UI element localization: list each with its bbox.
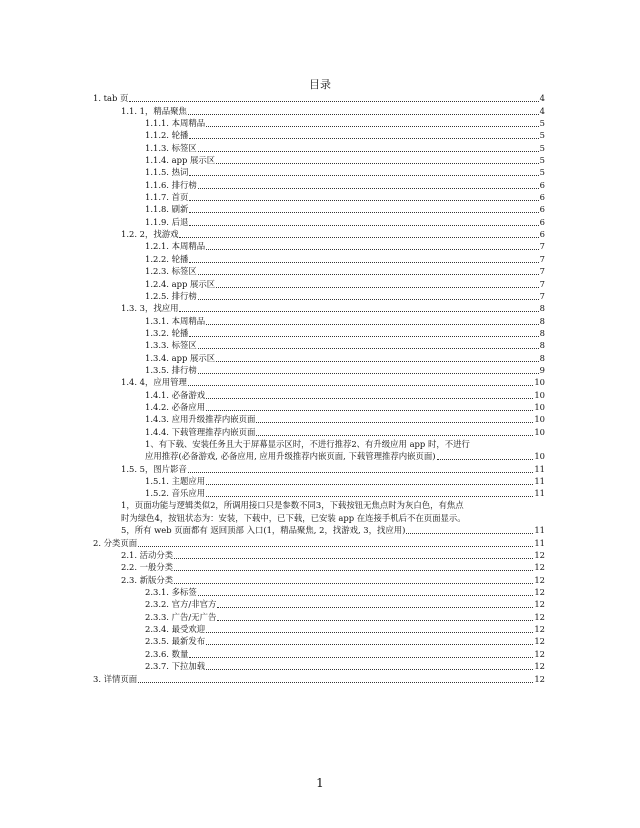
toc-entry-label: 1.4.3. 应用升级推荐内嵌页面 (145, 414, 256, 425)
toc-entry[interactable] (93, 487, 545, 499)
toc-entry-label: 1.3.2. 轮播 (145, 327, 189, 338)
dot-leader (174, 558, 533, 559)
toc-page-number: 11 (534, 488, 545, 499)
toc-page-number: 9 (539, 364, 545, 375)
dot-leader (198, 348, 539, 349)
toc-entry[interactable] (93, 178, 545, 190)
toc-entry[interactable] (93, 364, 545, 376)
toc-entry[interactable] (93, 141, 545, 153)
toc-page-number: 7 (539, 290, 545, 301)
toc-entry-label: 1.1.7. 首页 (145, 192, 189, 203)
toc-entry-label: 1.2.2. 轮播 (145, 253, 189, 264)
dot-leader (206, 632, 533, 633)
toc-entry[interactable] (93, 672, 545, 684)
dot-leader (198, 595, 534, 596)
toc-entry[interactable] (93, 117, 545, 129)
toc-page-number: 10 (534, 377, 545, 388)
dot-leader (206, 484, 533, 485)
toc-entry[interactable] (93, 129, 545, 141)
toc-page-number: 10 (534, 414, 545, 425)
toc-page-number: 8 (539, 303, 545, 314)
toc-entry[interactable] (93, 228, 545, 240)
toc-entry-label: 1.4.2. 必备应用 (145, 401, 206, 412)
dot-leader (189, 225, 538, 226)
dot-leader (138, 546, 533, 547)
toc-page-number: 10 (534, 389, 545, 400)
toc-entry-label: 2.2. 一般分类 (121, 562, 174, 573)
toc-entry-label: 1. tab 页 (93, 93, 129, 104)
dot-leader (406, 533, 533, 534)
toc-entry-label: 2.3.4. 最受欢迎 (145, 624, 206, 635)
toc-page-number: 10 (534, 450, 545, 461)
toc-entry-label: 1.3. 3，找应用 (121, 303, 179, 314)
toc-entry-label: 1.1.1. 本周精品 (145, 118, 206, 129)
toc-entry[interactable] (93, 549, 545, 561)
toc-page-number: 11 (534, 463, 545, 474)
toc-page-number: 7 (539, 241, 545, 252)
toc-entry[interactable] (93, 462, 545, 474)
toc-entry-line: 应用推荐(必备游戏, 必备应用, 应用升级推荐内嵌页面, 下载管理推荐内嵌页面) (145, 450, 436, 461)
toc-page-number: 8 (539, 340, 545, 351)
dot-leader (198, 151, 539, 152)
toc-entry-label: 2.3.7. 下拉加载 (145, 661, 206, 672)
toc-entry-multiline[interactable] (93, 499, 545, 524)
toc-entry[interactable] (93, 623, 545, 635)
toc-page-number: 12 (534, 661, 545, 672)
dot-leader (188, 472, 533, 473)
toc-page-number: 12 (534, 624, 545, 635)
toc-entry-label: 2. 分类页面 (93, 537, 138, 548)
toc-entry-multiline[interactable] (93, 438, 545, 463)
dot-leader (189, 138, 538, 139)
dot-leader (179, 311, 538, 312)
toc-title: 目录 (309, 78, 331, 91)
toc-page-number: 5 (539, 142, 545, 153)
dot-leader (256, 435, 533, 436)
toc-entry[interactable] (93, 290, 545, 302)
dot-leader (217, 607, 533, 608)
toc-entry[interactable] (93, 351, 545, 363)
toc-page-number: 4 (539, 105, 545, 116)
toc-entry[interactable] (93, 573, 545, 585)
toc-page-number: 12 (534, 636, 545, 647)
toc-entry[interactable] (93, 586, 545, 598)
toc-page-number: 4 (539, 93, 545, 104)
dot-leader (206, 324, 539, 325)
toc-page-number: 5 (539, 118, 545, 129)
toc-page-number: 12 (534, 648, 545, 659)
toc-entry-label: 2.3. 新版分类 (121, 574, 174, 585)
toc-page-number: 12 (534, 574, 545, 585)
dot-leader (206, 126, 539, 127)
toc-entry-label: 1.4.1. 必备游戏 (145, 389, 206, 400)
toc-page-number: 12 (534, 562, 545, 573)
toc-entry-label: 1.3.1. 本周精品 (145, 315, 206, 326)
toc-entry-line: 时为绿色4，按钮状态为：安装，下载中，已下载，已安装 app 在连接手机后不在页面显示。 (121, 512, 466, 523)
toc-entry[interactable] (93, 240, 545, 252)
toc-entry-label: 1.1. 1，精品聚焦 (121, 105, 187, 116)
toc-entry[interactable] (93, 635, 545, 647)
toc-entry-label: 1.2.1. 本周精品 (145, 241, 206, 252)
toc-entry[interactable] (93, 191, 545, 203)
toc-page-number: 12 (534, 611, 545, 622)
toc-entry[interactable] (93, 166, 545, 178)
toc-entry[interactable] (93, 660, 545, 672)
toc-page-number: 10 (534, 401, 545, 412)
toc-entry[interactable] (93, 561, 545, 573)
toc-entry-label: 5，所有 web 页面都有 返回顶部 入口(1，精品聚焦, 2，找游戏, 3，找应用) (121, 525, 406, 536)
dot-leader (188, 114, 539, 115)
toc-entry-line: 1、有下载、安装任务且大于屏幕显示区时，不进行推荐2、有升级应用 app 时，不进行 (145, 438, 470, 449)
toc-page-number: 6 (539, 229, 545, 240)
toc-page-number: 6 (539, 204, 545, 215)
toc-entry-label: 1.3.3. 标签区 (145, 340, 197, 351)
dot-leader (198, 299, 539, 300)
dot-leader (189, 212, 538, 213)
toc-page-number: 12 (534, 673, 545, 684)
dot-leader (189, 175, 538, 176)
dot-leader (198, 373, 539, 374)
toc-entry-line: 1，页面功能与逻辑类似2，所调用接口只是参数不同3，下载按钮无焦点时为灰白色，有焦点 (121, 500, 464, 511)
toc-page-number: 11 (534, 537, 545, 548)
toc-entry-label: 1.1.6. 排行榜 (145, 179, 197, 190)
toc-entry[interactable] (93, 598, 545, 610)
toc-page-number: 12 (534, 599, 545, 610)
toc-entry[interactable] (93, 252, 545, 264)
dot-leader (216, 287, 539, 288)
toc-entry[interactable] (93, 425, 545, 437)
toc-entry[interactable] (93, 327, 545, 339)
dot-leader (206, 496, 533, 497)
toc-page-number: 12 (534, 550, 545, 561)
toc-entry[interactable] (93, 524, 545, 536)
toc-entry-label: 1.2.3. 标签区 (145, 266, 197, 277)
toc-entry[interactable] (93, 413, 545, 425)
toc-entry[interactable] (93, 154, 545, 166)
toc-entry[interactable] (93, 536, 545, 548)
toc-entry[interactable] (93, 265, 545, 277)
toc-entry-label: 2.3.6. 数量 (145, 648, 189, 659)
dot-leader (179, 237, 538, 238)
toc-page-number: 6 (539, 216, 545, 227)
toc-entry[interactable] (93, 388, 545, 400)
toc-page-number: 7 (539, 253, 545, 264)
dot-leader (198, 274, 539, 275)
dot-leader (206, 669, 533, 670)
toc-page-number: 11 (534, 525, 545, 536)
toc-entry[interactable] (93, 92, 545, 104)
toc-entry-label: 1.1.3. 标签区 (145, 142, 197, 153)
toc-entry-label: 2.3.1. 多标签 (145, 587, 197, 598)
dot-leader (216, 163, 539, 164)
dot-leader (217, 620, 533, 621)
dot-leader (138, 682, 533, 683)
dot-leader (206, 410, 533, 411)
toc-entry-label: 1.5. 5，图片影音 (121, 463, 187, 474)
toc-entry[interactable] (93, 376, 545, 388)
dot-leader (174, 583, 533, 584)
dot-leader (216, 361, 539, 362)
dot-leader (206, 398, 533, 399)
toc-entry-label: 1.5.2. 音乐应用 (145, 488, 206, 499)
toc-entry-label: 1.2. 2，找游戏 (121, 229, 179, 240)
toc-entry[interactable] (93, 277, 545, 289)
toc-entry-label: 1.3.4. app 展示区 (145, 352, 216, 363)
toc-entry-label: 1.4. 4，应用管理 (121, 377, 187, 388)
toc-entry[interactable] (93, 314, 545, 326)
dot-leader (188, 385, 533, 386)
dot-leader (189, 262, 538, 263)
toc-page-number: 10 (534, 426, 545, 437)
toc-page-number: 8 (539, 327, 545, 338)
toc-page-number: 7 (539, 266, 545, 277)
toc-entry-label: 1.1.9. 后退 (145, 216, 189, 227)
toc-entry[interactable] (93, 401, 545, 413)
dot-leader (189, 336, 538, 337)
toc-entry-label: 1.1.8. 刷新 (145, 204, 189, 215)
toc-page-number: 6 (539, 192, 545, 203)
toc-entry-label: 1.3.5. 排行榜 (145, 364, 197, 375)
toc-page-number: 11 (534, 476, 545, 486)
dot-leader (198, 188, 539, 189)
toc-entry[interactable] (93, 302, 545, 314)
toc-page-number: 5 (539, 155, 545, 166)
dot-leader (206, 644, 533, 645)
toc-page-number: 5 (539, 130, 545, 141)
toc-entry-label: 1.1.5. 热词 (145, 167, 189, 178)
dot-leader (189, 657, 533, 658)
toc-page-number: 8 (539, 315, 545, 326)
toc-entry-label: 2.3.2. 官方/非官方 (145, 599, 217, 610)
table-of-contents (93, 92, 545, 685)
toc-page-number: 12 (534, 587, 545, 598)
dot-leader (174, 570, 533, 571)
dot-leader (206, 249, 539, 250)
toc-entry[interactable] (93, 104, 545, 116)
toc-entry[interactable] (93, 203, 545, 215)
toc-entry[interactable] (93, 475, 545, 487)
toc-page-number: 7 (539, 278, 545, 289)
toc-entry-label: 2.1. 活动分类 (121, 550, 174, 561)
dot-leader (129, 101, 538, 102)
toc-entry-label: 1.4.4. 下载管理推荐内嵌页面 (145, 426, 256, 437)
toc-entry[interactable] (93, 647, 545, 659)
toc-entry[interactable] (93, 339, 545, 351)
toc-entry-label: 1.2.5. 排行榜 (145, 290, 197, 301)
toc-entry-label: 2.3.5. 最新发布 (145, 636, 206, 647)
dot-leader (256, 422, 533, 423)
toc-entry-label: 1.5.1. 主题应用 (145, 476, 206, 486)
dot-leader (189, 200, 538, 201)
dot-leader (437, 459, 534, 460)
toc-entry-label: 2.3.3. 广告/无广告 (145, 611, 217, 622)
toc-entry-label: 1.2.4. app 展示区 (145, 278, 216, 289)
toc-entry-label: 1.1.4. app 展示区 (145, 155, 216, 166)
toc-page-number: 8 (539, 352, 545, 363)
toc-entry[interactable] (93, 610, 545, 622)
page-number: 1 (316, 776, 324, 790)
toc-entry-label: 1.1.2. 轮播 (145, 130, 189, 141)
toc-entry-label: 3. 详情页面 (93, 673, 138, 684)
toc-entry[interactable] (93, 215, 545, 227)
toc-page-number: 5 (539, 167, 545, 178)
toc-page-number: 6 (539, 179, 545, 190)
